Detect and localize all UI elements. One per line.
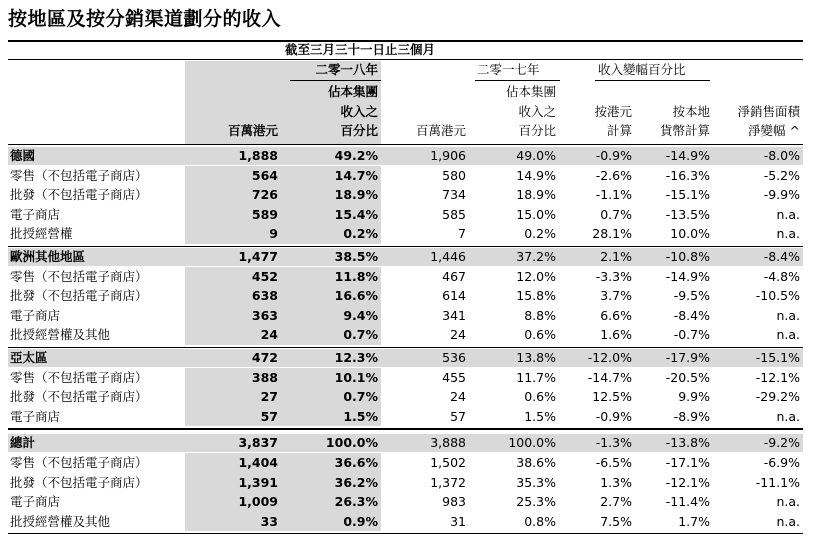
local-change-cell: -9.5% bbox=[673, 288, 710, 304]
col-share-2017-line3: 百分比 bbox=[518, 123, 556, 138]
hkd-change-cell: 2.7% bbox=[600, 494, 632, 510]
share-2017-cell: 25.3% bbox=[516, 494, 556, 510]
period-rule bbox=[8, 59, 803, 60]
share-2017-cell: 49.0% bbox=[516, 148, 556, 163]
share-2017-cell: 15.0% bbox=[516, 206, 556, 222]
channel-label: 零售（不包括電子商店） bbox=[10, 167, 148, 183]
hkd-change-cell: -6.5% bbox=[595, 455, 632, 470]
net-sales-change-cell: -9.9% bbox=[763, 187, 800, 203]
channel-label: 零售（不包括電子商店） bbox=[10, 268, 148, 284]
channel-label: 批授經營權及其他 bbox=[10, 327, 111, 343]
hkd-2018-cell: 27 bbox=[260, 389, 278, 405]
net-sales-change-cell: n.a. bbox=[776, 226, 800, 242]
local-change-cell: -15.1% bbox=[665, 187, 710, 203]
local-change-cell: -13.5% bbox=[665, 206, 710, 222]
local-change-cell: -20.5% bbox=[665, 369, 710, 385]
year-2017-underline bbox=[475, 80, 560, 81]
hkd-change-cell: -0.9% bbox=[595, 148, 632, 163]
hkd-2018-cell: 3,837 bbox=[238, 435, 278, 451]
hkd-2017-cell: 467 bbox=[442, 268, 466, 284]
channel-label: 批發（不包括電子商店） bbox=[10, 389, 148, 405]
local-change-cell: -13.8% bbox=[665, 435, 710, 451]
hkd-2018-cell: 564 bbox=[251, 167, 278, 183]
hkd-2017-cell: 455 bbox=[442, 369, 466, 385]
channel-label: 電子商店 bbox=[10, 206, 61, 222]
share-2018-cell: 10.1% bbox=[334, 369, 378, 385]
share-2017-cell: 0.2% bbox=[524, 226, 556, 242]
local-change-cell: -8.4% bbox=[673, 307, 710, 323]
share-2017-cell: 14.9% bbox=[516, 167, 556, 183]
local-change-cell: -14.9% bbox=[665, 148, 710, 163]
hkd-2017-cell: 57 bbox=[450, 408, 466, 424]
channel-label: 電子商店 bbox=[10, 494, 61, 510]
table-bottom-rule bbox=[8, 533, 803, 534]
share-2017-cell: 38.6% bbox=[516, 455, 556, 470]
col-local-change-line1: 按本地 bbox=[672, 104, 710, 119]
hkd-2017-cell: 580 bbox=[442, 167, 466, 183]
local-change-cell: 10.0% bbox=[670, 226, 710, 242]
hkd-2018-cell: 1,888 bbox=[238, 148, 278, 163]
share-2017-cell: 100.0% bbox=[508, 435, 556, 451]
channel-label: 批授經營權及其他 bbox=[10, 513, 111, 529]
page-title: 按地區及按分銷渠道劃分的收入 bbox=[8, 8, 282, 30]
share-2018-cell: 49.2% bbox=[334, 148, 378, 163]
hkd-2018-cell: 57 bbox=[260, 408, 278, 424]
region-label: 德國 bbox=[10, 148, 36, 163]
hkd-2018-cell: 589 bbox=[251, 206, 278, 222]
hkd-2018-cell: 9 bbox=[269, 226, 278, 242]
local-change-cell: -17.9% bbox=[665, 350, 710, 365]
share-2018-cell: 100.0% bbox=[325, 435, 378, 451]
share-2018-cell: 9.4% bbox=[343, 307, 378, 323]
hkd-2018-cell: 33 bbox=[260, 513, 278, 529]
local-change-cell: -12.1% bbox=[665, 474, 710, 490]
hkd-2018-cell: 1,391 bbox=[238, 474, 278, 490]
share-2018-cell: 18.9% bbox=[334, 187, 378, 203]
share-2017-cell: 37.2% bbox=[516, 249, 556, 264]
share-2018-cell: 26.3% bbox=[334, 494, 378, 510]
region-label: 歐洲其他地區 bbox=[10, 249, 86, 264]
hkd-change-cell: 0.7% bbox=[600, 206, 632, 222]
hkd-change-cell: 2.1% bbox=[600, 249, 632, 264]
share-2017-cell: 11.7% bbox=[516, 369, 556, 385]
channel-label: 零售（不包括電子商店） bbox=[10, 455, 148, 470]
net-sales-change-cell: n.a. bbox=[776, 307, 800, 323]
share-2018-cell: 1.5% bbox=[343, 408, 378, 424]
change-pct-heading: 收入變幅百分比 bbox=[598, 62, 686, 77]
hkd-change-cell: -1.1% bbox=[595, 187, 632, 203]
hkd-2018-cell: 726 bbox=[251, 187, 278, 203]
share-2017-cell: 0.8% bbox=[524, 513, 556, 529]
hkd-2017-cell: 31 bbox=[450, 513, 466, 529]
local-change-cell: -17.1% bbox=[665, 455, 710, 470]
share-2017-cell: 1.5% bbox=[524, 408, 556, 424]
hkd-2017-cell: 3,888 bbox=[430, 435, 466, 451]
region-label: 亞太區 bbox=[10, 350, 48, 365]
share-2018-cell: 11.8% bbox=[334, 268, 378, 284]
hkd-2017-cell: 341 bbox=[442, 307, 466, 323]
hkd-change-cell: -1.3% bbox=[595, 435, 632, 451]
hkd-2018-cell: 1,009 bbox=[238, 494, 278, 510]
region-label: 總計 bbox=[10, 435, 36, 451]
net-sales-change-cell: -29.2% bbox=[755, 389, 800, 405]
share-2018-cell: 36.6% bbox=[334, 455, 378, 470]
share-2017-cell: 35.3% bbox=[516, 474, 556, 490]
net-sales-change-cell: -5.2% bbox=[763, 167, 800, 183]
hkd-change-cell: 6.6% bbox=[600, 307, 632, 323]
local-change-cell: -10.8% bbox=[665, 249, 710, 264]
year-2018-underline bbox=[290, 80, 381, 81]
change-pct-underline bbox=[595, 80, 710, 81]
col-share-2017-line2: 收入之 bbox=[518, 104, 556, 119]
local-change-cell: -14.9% bbox=[665, 268, 710, 284]
share-2018-cell: 14.7% bbox=[334, 167, 378, 183]
hkd-2018-cell: 363 bbox=[251, 307, 278, 323]
hkd-change-cell: -3.3% bbox=[595, 268, 632, 284]
share-2017-cell: 15.8% bbox=[516, 288, 556, 304]
net-sales-change-cell: -8.4% bbox=[763, 249, 800, 264]
channel-label: 電子商店 bbox=[10, 408, 61, 424]
share-2017-cell: 0.6% bbox=[524, 327, 556, 343]
hkd-2018-cell: 638 bbox=[251, 288, 278, 304]
net-sales-change-cell: -11.1% bbox=[755, 474, 800, 490]
share-2017-cell: 0.6% bbox=[524, 389, 556, 405]
hkd-2018-cell: 472 bbox=[251, 350, 278, 365]
hkd-change-cell: -14.7% bbox=[587, 369, 632, 385]
hkd-change-cell: -2.6% bbox=[595, 167, 632, 183]
section-rule bbox=[8, 347, 803, 348]
hkd-2017-cell: 983 bbox=[442, 494, 466, 510]
hkd-2017-cell: 1,446 bbox=[430, 249, 466, 264]
share-2018-cell: 36.2% bbox=[334, 474, 378, 490]
local-change-cell: -0.7% bbox=[673, 327, 710, 343]
col-share-2017-line1: 佔本集團 bbox=[505, 84, 556, 99]
hkd-change-cell: 3.7% bbox=[600, 288, 632, 304]
net-sales-change-cell: n.a. bbox=[776, 206, 800, 222]
hkd-change-cell: -12.0% bbox=[587, 350, 632, 365]
hkd-2018-cell: 452 bbox=[251, 268, 278, 284]
share-2018-cell: 12.3% bbox=[334, 350, 378, 365]
share-2018-cell: 15.4% bbox=[334, 206, 378, 222]
share-2018-cell: 0.9% bbox=[343, 513, 378, 529]
hkd-change-cell: 12.5% bbox=[592, 389, 632, 405]
net-sales-change-cell: -6.9% bbox=[763, 455, 800, 470]
hkd-2017-cell: 1,502 bbox=[430, 455, 466, 470]
hkd-change-cell: 28.1% bbox=[592, 226, 632, 242]
net-sales-change-cell: -8.0% bbox=[763, 148, 800, 163]
net-sales-change-cell: n.a. bbox=[776, 494, 800, 510]
period-heading: 截至三月三十一日止三個月 bbox=[284, 42, 435, 57]
col-net-sales-line1: 淨銷售面積 bbox=[737, 104, 800, 119]
hkd-change-cell: -0.9% bbox=[595, 408, 632, 424]
net-sales-change-cell: -15.1% bbox=[755, 350, 800, 365]
channel-label: 零售（不包括電子商店） bbox=[10, 369, 148, 385]
col-hkd-change-line2: 計算 bbox=[606, 123, 632, 138]
hkd-2017-cell: 7 bbox=[458, 226, 466, 242]
net-sales-change-cell: n.a. bbox=[776, 513, 800, 529]
hkd-2017-cell: 1,372 bbox=[430, 474, 466, 490]
channel-label: 電子商店 bbox=[10, 307, 61, 323]
net-sales-change-cell: -4.8% bbox=[763, 268, 800, 284]
hkd-change-cell: 1.3% bbox=[600, 474, 632, 490]
share-2018-cell: 38.5% bbox=[334, 249, 378, 264]
hkd-2017-cell: 536 bbox=[442, 350, 466, 365]
hkd-2017-cell: 585 bbox=[442, 206, 466, 222]
hkd-2018-cell: 388 bbox=[251, 369, 278, 385]
net-sales-change-cell: n.a. bbox=[776, 408, 800, 424]
hkd-change-cell: 1.6% bbox=[600, 327, 632, 343]
hkd-2018-cell: 1,477 bbox=[238, 249, 278, 264]
year-2018-heading: 二零一八年 bbox=[315, 62, 378, 77]
hkd-2017-cell: 734 bbox=[442, 187, 466, 203]
year-2017-heading: 二零一七年 bbox=[477, 62, 540, 77]
share-2018-cell: 0.7% bbox=[343, 389, 378, 405]
local-change-cell: 1.7% bbox=[678, 513, 710, 529]
channel-label: 批發（不包括電子商店） bbox=[10, 474, 148, 490]
share-2017-cell: 12.0% bbox=[516, 268, 556, 284]
hkd-2018-cell: 1,404 bbox=[238, 455, 278, 470]
local-change-cell: -11.4% bbox=[665, 494, 710, 510]
share-2017-cell: 8.8% bbox=[524, 307, 556, 323]
section-rule bbox=[8, 428, 803, 430]
col-share-2018-line3: 百分比 bbox=[340, 123, 378, 138]
hkd-2018-cell: 24 bbox=[260, 327, 278, 343]
col-net-sales-line2: 淨變幅 ^ bbox=[748, 123, 800, 138]
net-sales-change-cell: -10.5% bbox=[755, 288, 800, 304]
net-sales-change-cell: n.a. bbox=[776, 327, 800, 343]
share-2018-cell: 16.6% bbox=[334, 288, 378, 304]
hkd-2017-cell: 24 bbox=[450, 327, 466, 343]
local-change-cell: -8.9% bbox=[673, 408, 710, 424]
channel-label: 批發（不包括電子商店） bbox=[10, 288, 148, 304]
share-2018-cell: 0.7% bbox=[343, 327, 378, 343]
col-share-2018-line1: 佔本集團 bbox=[327, 84, 378, 99]
local-change-cell: 9.9% bbox=[678, 389, 710, 405]
hkd-2017-cell: 1,906 bbox=[430, 148, 466, 163]
col-hkd-2017: 百萬港元 bbox=[415, 123, 466, 138]
net-sales-change-cell: -9.2% bbox=[763, 435, 800, 451]
header-bottom-rule bbox=[8, 144, 803, 145]
share-2018-cell: 0.2% bbox=[343, 226, 378, 242]
hkd-2017-cell: 614 bbox=[442, 288, 466, 304]
hkd-change-cell: 7.5% bbox=[600, 513, 632, 529]
channel-label: 批發（不包括電子商店） bbox=[10, 187, 148, 203]
hkd-2017-cell: 24 bbox=[450, 389, 466, 405]
section-rule bbox=[8, 246, 803, 247]
col-hkd-2018: 百萬港元 bbox=[227, 123, 278, 138]
col-hkd-change-line1: 按港元 bbox=[594, 104, 632, 119]
share-2017-cell: 18.9% bbox=[516, 187, 556, 203]
local-change-cell: -16.3% bbox=[665, 167, 710, 183]
share-2017-cell: 13.8% bbox=[516, 350, 556, 365]
net-sales-change-cell: -12.1% bbox=[755, 369, 800, 385]
channel-label: 批授經營權 bbox=[10, 226, 73, 242]
col-share-2018-line2: 收入之 bbox=[340, 104, 378, 119]
col-local-change-line2: 貨幣計算 bbox=[659, 123, 710, 138]
